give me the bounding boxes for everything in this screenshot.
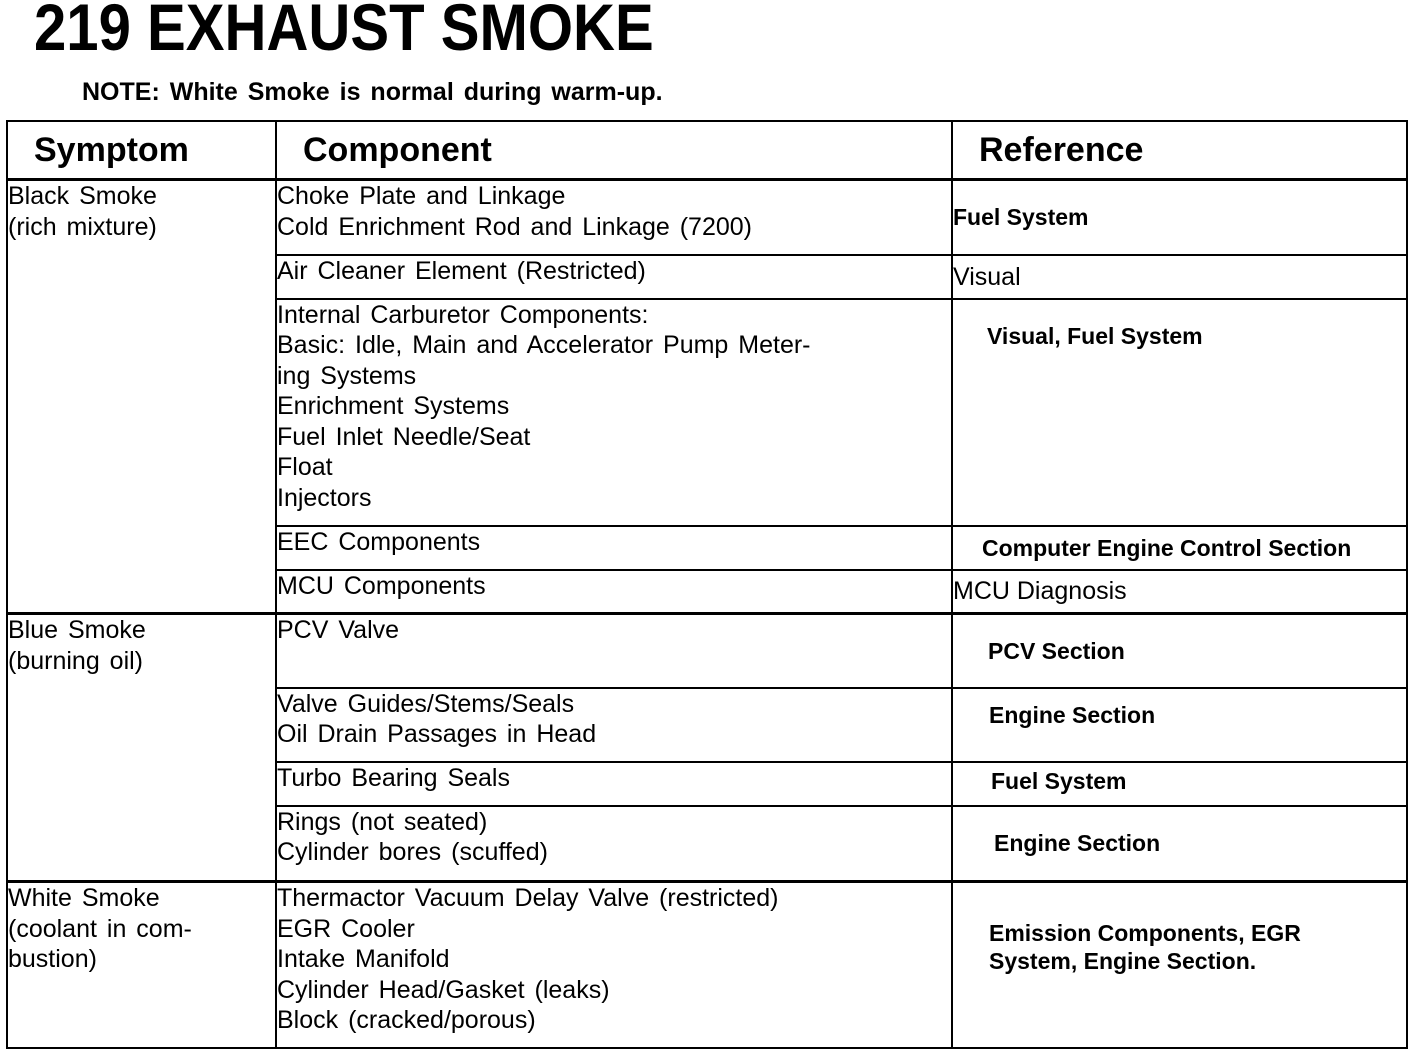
component-cell: Thermactor Vacuum Delay Valve (restricted) EGR Cooler Intake Manifold Cylinder Head/Gasket (leaks) Block (cracked/porous): [276, 882, 952, 1048]
reference-cell: Computer Engine Control Section: [952, 526, 1407, 570]
table-row: [7, 180, 1407, 255]
symptom-cell: White Smoke (coolant in com- bustion): [7, 882, 276, 1048]
reference-cell: Emission Components, EGR System, Engine Section.: [952, 882, 1407, 1048]
warmup-note: NOTE: White Smoke is normal during warm-up.: [82, 78, 663, 106]
component-header: Component: [276, 121, 952, 180]
table-row: [7, 614, 1407, 688]
reference-cell: Fuel System: [952, 180, 1407, 255]
component-cell: Internal Carburetor Components: Basic: Idle, Main and Accelerator Pump Meter- ing Systems Enrichment Systems Fuel Inlet Needle/Seat Float Injectors: [276, 299, 952, 526]
reference-cell: MCU Diagnosis: [952, 570, 1407, 614]
reference-cell: Engine Section: [952, 806, 1407, 882]
reference-cell: Fuel System: [952, 762, 1407, 806]
component-cell: Valve Guides/Stems/Seals Oil Drain Passages in Head: [276, 688, 952, 762]
component-cell: Air Cleaner Element (Restricted): [276, 255, 952, 299]
reference-cell: Visual, Fuel System: [952, 299, 1407, 526]
component-cell: PCV Valve: [276, 614, 952, 688]
symptom-cell: Blue Smoke (burning oil): [7, 614, 276, 882]
table-row: [7, 882, 1407, 1048]
reference-cell: PCV Section: [952, 614, 1407, 688]
reference-cell: Engine Section: [952, 688, 1407, 762]
component-cell: Turbo Bearing Seals: [276, 762, 952, 806]
reference-header: Reference: [952, 121, 1407, 180]
component-cell: Rings (not seated) Cylinder bores (scuffed): [276, 806, 952, 882]
component-cell: Choke Plate and Linkage Cold Enrichment Rod and Linkage (7200): [276, 180, 952, 255]
reference-cell: Visual: [952, 255, 1407, 299]
page-title: 219 EXHAUST SMOKE: [34, 0, 654, 64]
symptom-cell: Black Smoke (rich mixture): [7, 180, 276, 614]
diagnosis-table: [6, 120, 1408, 1049]
symptom-header: Symptom: [7, 121, 276, 180]
component-cell: MCU Components: [276, 570, 952, 614]
component-cell: EEC Components: [276, 526, 952, 570]
header-row: [7, 121, 1407, 180]
